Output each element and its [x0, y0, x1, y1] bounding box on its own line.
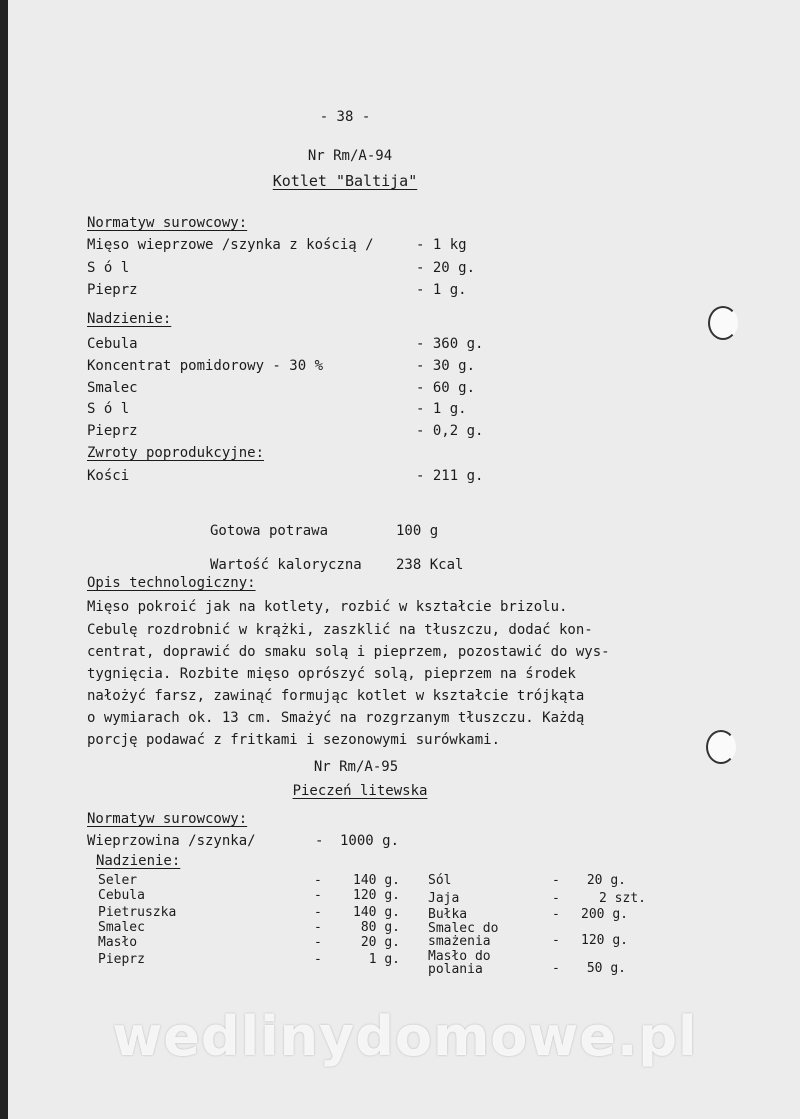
recipe2-right-dash: - [552, 891, 560, 906]
recipe2-right-name: Smalec do [428, 921, 499, 936]
recipe2-right-qty: 120 g. [581, 933, 628, 948]
recipe2-left-qty: 120 g. [353, 888, 400, 903]
recipe2-left-name: Pietruszka [98, 905, 177, 920]
recipe2-title: Pieczeń litewska [292, 783, 428, 799]
recipe2-left-qty: 140 g. [353, 873, 400, 888]
recipe1-nadzienie-name: Smalec [87, 380, 138, 396]
recipe1-zwroty-header: Zwroty poprodukcyjne: [87, 445, 265, 461]
opis-line: o wymiarach ok. 13 cm. Smażyć na rozgrzanym tłuszczu. Każdą [87, 710, 585, 726]
opis-line: Cebulę rozdrobnić w krążki, zaszklić na tłuszczu, dodać kon- [87, 622, 593, 638]
recipe2-right-qty: 20 g. [586, 873, 626, 888]
recipe1-zwroty-name: Kości [87, 468, 130, 484]
recipe2-normatyw-header: Normatyw surowcowy: [87, 811, 248, 827]
punch-hole-top [708, 306, 738, 340]
recipe2-right-name: polania [428, 962, 483, 977]
opis-line: Mięso pokroić jak na kotlety, rozbić w kształcie brizolu. [87, 599, 568, 615]
opis-line: tygnięcia. Rozbite mięso oprószyć solą, pieprzem na środek [87, 666, 576, 682]
recipe2-right-dash: - [552, 933, 560, 948]
recipe1-normatyw-name: Mięso wieprzowe /szynka z kością / [87, 237, 374, 253]
recipe2-nadzienie-header: Nadzienie: [96, 853, 181, 869]
recipe1-normatyw-qty: - 1 kg [416, 237, 467, 253]
recipe2-left-dash: - [314, 920, 322, 935]
wartosc-label: Wartość kaloryczna [210, 557, 362, 573]
recipe2-left-qty: 80 g. [360, 920, 400, 935]
recipe1-normatyw-header: Normatyw surowcowy: [87, 215, 248, 231]
recipe2-right-qty: 50 g. [586, 961, 626, 976]
gotowa-value: 100 g [396, 523, 439, 539]
recipe1-normatyw-qty: - 20 g. [416, 260, 476, 276]
recipe2-right-qty: 200 g. [581, 907, 628, 922]
recipe1-nadzienie-qty: - 1 g. [416, 401, 467, 417]
recipe1-nadzienie-name: Cebula [87, 336, 138, 352]
recipe2-code: Nr Rm/A-95 [313, 759, 399, 775]
recipe1-zwroty-qty: - 211 g. [416, 468, 484, 484]
recipe2-left-qty: 140 g. [353, 905, 400, 920]
recipe1-nadzienie-qty: - 60 g. [416, 380, 476, 396]
recipe2-main-qty: 1000 g. [340, 833, 400, 849]
recipe1-nadzienie-name: S ó l [87, 401, 130, 417]
recipe2-right-name: Masło do [428, 949, 491, 964]
recipe2-left-name: Smalec [98, 920, 145, 935]
scan-edge [0, 0, 8, 1119]
recipe2-left-name: Masło [98, 935, 138, 950]
recipe1-nadzienie-qty: - 0,2 g. [416, 423, 484, 439]
recipe1-nadzienie-qty: - 30 g. [416, 358, 476, 374]
recipe2-right-name: smażenia [428, 934, 491, 949]
recipe2-right-name: Bułka [428, 907, 468, 922]
recipe1-nadzienie-qty: - 360 g. [416, 336, 484, 352]
opis-line: centrat, doprawić do smaku solą i pieprzem, pozostawić do wys- [87, 644, 610, 660]
recipe1-nadzienie-name: Koncentrat pomidorowy - 30 % [87, 358, 324, 374]
recipe1-normatyw-name: Pieprz [87, 282, 138, 298]
recipe1-title: Kotlet "Baltija" [272, 172, 418, 190]
recipe2-left-qty: 1 g. [368, 952, 400, 967]
recipe1-nadzienie-name: Pieprz [87, 423, 138, 439]
recipe1-normatyw-name: S ó l [87, 260, 130, 276]
recipe2-left-name: Seler [98, 873, 138, 888]
watermark: wedlinydomowe.pl [112, 1005, 698, 1068]
punch-hole-bottom [706, 730, 736, 764]
recipe2-right-dash: - [552, 907, 560, 922]
recipe2-right-name: Sól [428, 873, 452, 888]
page-number: - 38 - [319, 109, 371, 125]
recipe1-nadzienie-header: Nadzienie: [87, 311, 172, 327]
recipe2-left-dash: - [314, 952, 322, 967]
recipe2-left-dash: - [314, 888, 322, 903]
opis-line: nałożyć farsz, zawinąć formując kotlet w kształcie trójkąta [87, 688, 585, 704]
recipe2-right-dash: - [552, 961, 560, 976]
recipe2-right-dash: - [552, 873, 560, 888]
recipe2-main-name: Wieprzowina /szynka/ [87, 833, 256, 849]
opis-header: Opis technologiczny: [87, 575, 256, 591]
recipe2-right-qty: 2 szt. [599, 891, 646, 906]
recipe2-left-name: Cebula [98, 888, 145, 903]
opis-line: porcję podawać z fritkami i sezonowymi surówkami. [87, 732, 501, 748]
recipe2-right-name: Jaja [428, 891, 460, 906]
recipe2-left-dash: - [314, 935, 322, 950]
recipe2-left-dash: - [314, 873, 322, 888]
recipe2-left-qty: 20 g. [360, 935, 400, 950]
gotowa-label: Gotowa potrawa [210, 523, 329, 539]
recipe2-left-name: Pieprz [98, 952, 145, 967]
recipe2-main-dash: - [315, 833, 324, 849]
recipe1-code: Nr Rm/A-94 [307, 148, 393, 164]
recipe2-left-dash: - [314, 905, 322, 920]
wartosc-value: 238 Kcal [396, 557, 464, 573]
recipe1-normatyw-qty: - 1 g. [416, 282, 467, 298]
